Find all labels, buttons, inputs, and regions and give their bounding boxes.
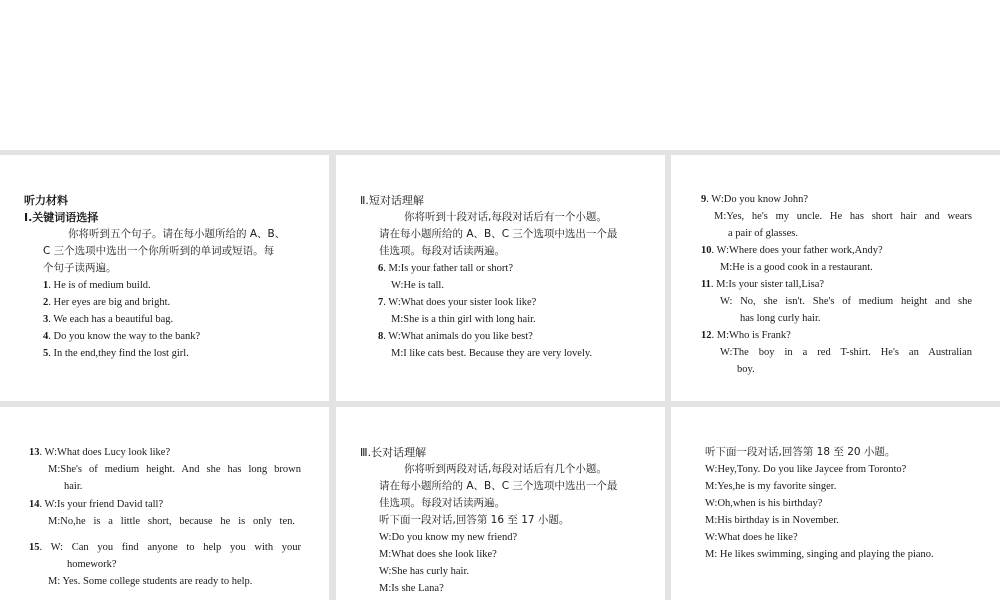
question-number: 15 [29,542,40,553]
question-number: 7 [378,297,384,308]
question-number: 8 [378,331,384,342]
dialogue-line: W:Do you know my new friend? [379,532,518,543]
intro-line: 你将听到两段对话,每段对话后有几个小题。 [404,463,607,475]
dialogue-text: . M:Is your father tall or short? [383,263,514,274]
panel-listening-part3 [671,155,1000,401]
dialogue-text: . W:Where does your father work,Andy? [711,245,883,256]
question-number: 9 [701,194,707,205]
question-text: . Do you know the way to the bank? [48,331,201,342]
dialogue-line [701,276,824,293]
dialogue-line [701,327,791,344]
dialogue-line: M: Yes. Some college students are ready to help. [48,576,253,587]
dialogue-line: W:He is tall. [391,280,444,291]
question-number: 2 [43,297,49,308]
dialogue-line: W: No, she isn't. She's of medium height and she [720,296,972,307]
dialogue-line: M:Yes,he is my favorite singer. [705,481,837,492]
dialogue-line [378,294,536,311]
section-heading: Ⅱ.短对话理解 [360,194,424,207]
dialogue-line: M:What does she look like? [379,549,497,560]
dialogue-line [701,242,883,259]
dialogue-line: homework? [67,559,117,570]
dialogue-line: M:Yes, he's my uncle. He has short hair and wears [714,211,972,222]
question-item [43,294,170,311]
intro-line: 佳选项。每段对话读两遍。 [379,245,505,257]
question-item [43,345,189,362]
dialogue-line: W:Hey,Tony. Do you like Jaycee from Toronto? [705,464,907,475]
dialogue-line [378,328,533,345]
intro-line: 请在每小题所给的 A、B、C 三个选项中选出一个最 [379,228,618,240]
section-heading: Ⅲ.长对话理解 [360,446,427,459]
question-text: . Her eyes are big and bright. [48,297,171,308]
dialogue-line: W:What does he like? [705,532,798,543]
dialogue-text: . W:Is your friend David tall? [39,499,164,510]
panel-listening-part4 [0,407,329,600]
question-number: 4 [43,331,49,342]
dialogue-line: M:I like cats best. Because they are very lovely. [391,348,593,359]
intro-line: C 三个选项中选出一个你所听到的单词或短语。每 [43,245,275,257]
dialogue-line: W:Oh,when is his birthday? [705,498,823,509]
panel-listening-part1 [0,155,329,401]
dialogue-line: M:Is she Lana? [379,583,444,594]
dialogue-line [378,260,513,277]
dialogue-line: M:She's of medium height. And she has long brown [48,464,301,475]
intro-line: 佳选项。每段对话读两遍。 [379,497,505,509]
question-number: 14 [29,499,40,510]
dialogue-text: . M:Is your sister tall,Lisa? [710,279,825,290]
question-number: 13 [29,447,40,458]
question-item [43,328,200,345]
question-number: 11 [701,279,711,290]
dialogue-text: . M:Who is Frank? [711,330,791,341]
dialogue-line: M:She is a thin girl with long hair. [391,314,536,325]
intro-line: 你将听到十段对话,每段对话后有一个小题。 [404,211,607,223]
dialogue-line [29,539,301,556]
question-item [43,277,151,294]
dialogue-line: M: He likes swimming, singing and playing the piano. [705,549,934,560]
panel-listening-part6 [671,407,1000,600]
intro-line: 你将听到五个句子。请在每小题所给的 A、B、 [68,228,286,240]
dialogue-text: . W:What does your sister look like? [383,297,537,308]
dialogue-line: a pair of glasses. [728,228,798,239]
question-text: . In the end,they find the lost girl. [48,348,189,359]
dialogue-line: M:No,he is a little short, because he is only ten. [48,516,295,527]
dialogue-line: hair. [64,481,83,492]
question-text: . We each has a beautiful bag. [48,314,174,325]
intro-line: 个句子读两遍。 [43,262,117,274]
question-number: 12 [701,330,712,341]
intro-line: 听下面一段对话,回答第 16 至 17 小题。 [379,514,570,526]
dialogue-line: W:She has curly hair. [379,566,470,577]
question-text: . He is of medium build. [48,280,151,291]
intro-line: 请在每小题所给的 A、B、C 三个选项中选出一个最 [379,480,618,492]
material-title: 听力材料 [24,194,68,207]
dialogue-text: . W:What animals do you like best? [383,331,533,342]
dialogue-line [29,444,170,461]
dialogue-text: . W:What does Lucy look like? [39,447,171,458]
dialogue-line: W:The boy in a red T-shirt. He's an Australian [720,347,972,358]
panel-listening-part5 [336,407,665,600]
dialogue-line [701,191,808,208]
panel-listening-part2 [336,155,665,401]
question-number: 6 [378,263,384,274]
question-item [43,311,173,328]
dialogue-text: . W: Can you find anyone to help you with your [39,542,301,553]
question-number: 3 [43,314,49,325]
dialogue-line: M:He is a good cook in a restaurant. [720,262,873,273]
question-number: 5 [43,348,49,359]
dialogue-text: . W:Do you know John? [706,194,809,205]
dialogue-line [29,496,163,513]
intro-line: 听下面一段对话,回答第 18 至 20 小题。 [705,446,896,458]
dialogue-line: M:His birthday is in November. [705,515,839,526]
dialogue-line: has long curly hair. [740,313,821,324]
question-number: 1 [43,280,49,291]
question-number: 10 [701,245,712,256]
section-heading: Ⅰ.关键词语选择 [24,211,99,224]
dialogue-line: boy. [737,364,755,375]
